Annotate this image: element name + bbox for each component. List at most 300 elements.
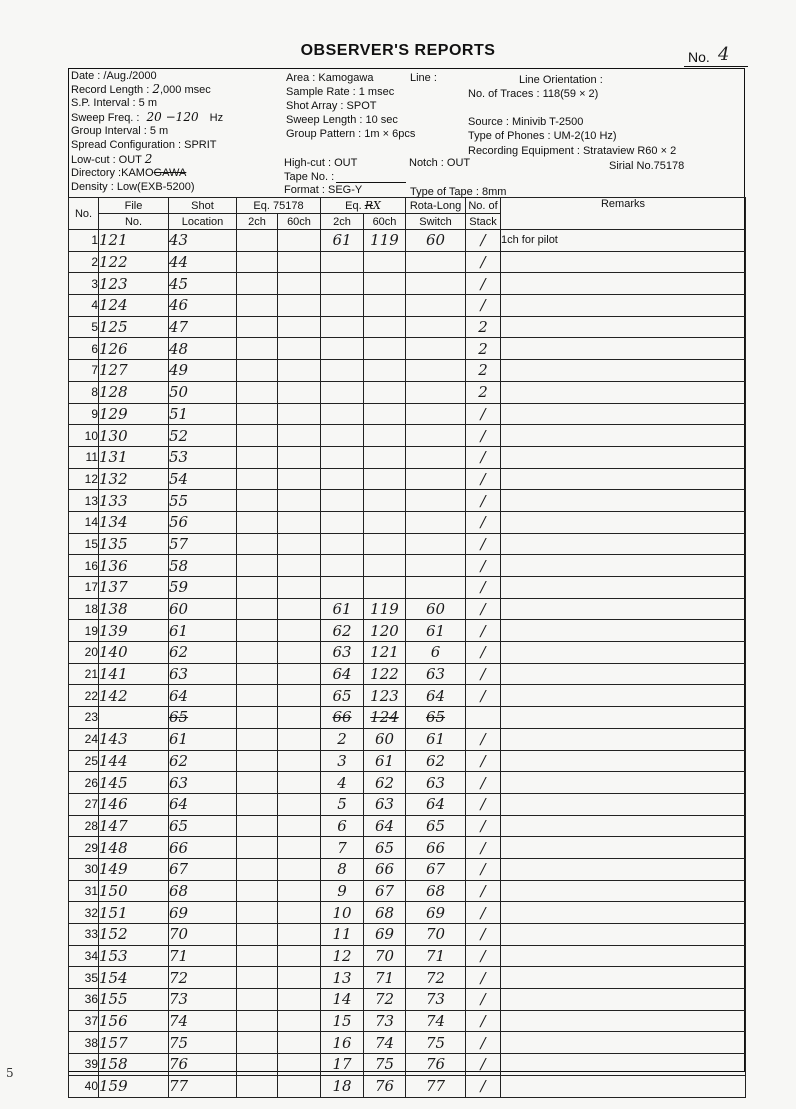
header-notch: Notch : OUT [409,157,471,169]
eq1-60ch-cell [278,1054,321,1076]
switch: 70 [406,924,466,946]
eq2-60ch: 119 [364,230,406,252]
shot-location: 43 [169,230,237,252]
eq2-2ch: 16 [321,1032,364,1054]
table-row [69,338,746,360]
eq1-2ch-cell [237,511,278,533]
file-no: 149 [99,858,169,880]
file-no: 136 [99,555,169,577]
shot-location: 64 [169,793,237,815]
switch: 63 [406,772,466,794]
stack-count: / [466,555,501,577]
stack-count: / [466,837,501,859]
row-number: 20 [69,642,99,664]
file-no: 153 [99,945,169,967]
observer-log-table [68,197,746,1098]
stack-count: / [466,1032,501,1054]
shot-location: 46 [169,295,237,317]
row-number: 25 [69,750,99,772]
eq2-60ch [364,273,406,295]
table-row [69,663,746,685]
eq2-2ch: 8 [321,858,364,880]
shot-location: 59 [169,577,237,599]
row-number: 35 [69,967,99,989]
eq1-60ch-cell [278,728,321,750]
remarks [501,316,746,338]
file-no: 121 [99,230,169,252]
eq1-2ch-cell [237,555,278,577]
shot-location: 56 [169,511,237,533]
shot-location: 70 [169,924,237,946]
eq2-60ch [364,555,406,577]
eq2-60ch [364,511,406,533]
switch [406,555,466,577]
table-row [69,381,746,403]
file-no: 133 [99,490,169,512]
eq2-2ch: 3 [321,750,364,772]
shot-location: 49 [169,360,237,382]
eq2-2ch [321,360,364,382]
remarks [501,381,746,403]
row-number: 3 [69,273,99,295]
header-line: Line : [410,72,437,84]
eq1-60ch-cell [278,967,321,989]
eq1-60ch-cell [278,663,321,685]
header-high-cut: High-cut : OUT [284,157,358,169]
col-header-eq1-60ch: 60ch [278,214,321,230]
switch [406,316,466,338]
eq2-60ch [364,295,406,317]
shot-location: 58 [169,555,237,577]
stack-count [466,707,501,729]
stack-count: / [466,511,501,533]
switch: 63 [406,663,466,685]
stack-count: / [466,728,501,750]
switch: 68 [406,880,466,902]
eq2-60ch: 73 [364,1010,406,1032]
eq1-2ch-cell [237,230,278,252]
remarks [501,1010,746,1032]
file-no: 131 [99,446,169,468]
col-header-eq2-60ch: 60ch [364,214,406,230]
col-header-eq-prefix: Eq. [345,200,362,212]
shot-location: 63 [169,772,237,794]
table-row [69,837,746,859]
row-number: 19 [69,620,99,642]
table-row [69,251,746,273]
row-number: 29 [69,837,99,859]
eq1-60ch-cell [278,620,321,642]
remarks [501,902,746,924]
eq1-60ch-cell [278,490,321,512]
file-no [99,707,169,729]
eq1-60ch-cell [278,338,321,360]
stack-count: / [466,815,501,837]
eq1-2ch-cell [237,295,278,317]
eq2-60ch: 60 [364,728,406,750]
stack-count: / [466,858,501,880]
eq1-2ch-cell [237,707,278,729]
eq2-2ch: 14 [321,989,364,1011]
col-header-stack-2: Stack [466,214,501,230]
shot-location: 64 [169,685,237,707]
shot-location: 73 [169,989,237,1011]
switch: 77 [406,1075,466,1097]
header-type-of-tape: Type of Tape : 8mm [410,186,507,198]
row-number: 38 [69,1032,99,1054]
eq2-60ch [364,251,406,273]
eq2-60ch [364,338,406,360]
eq2-2ch: 18 [321,1075,364,1097]
eq1-2ch-cell [237,577,278,599]
stack-count: / [466,403,501,425]
stack-count: / [466,446,501,468]
switch: 60 [406,230,466,252]
eq2-2ch: 61 [321,230,364,252]
header-low-cut-hand: 2 [144,152,153,166]
row-number: 32 [69,902,99,924]
row-number: 28 [69,815,99,837]
remarks [501,1075,746,1097]
eq2-2ch [321,468,364,490]
table-row [69,533,746,555]
eq2-2ch [321,511,364,533]
stack-count: / [466,425,501,447]
row-number: 14 [69,511,99,533]
eq1-60ch-cell [278,1032,321,1054]
switch [406,577,466,599]
eq1-60ch-cell [278,880,321,902]
eq1-60ch-cell [278,707,321,729]
shot-location: 75 [169,1032,237,1054]
shot-location: 55 [169,490,237,512]
remarks [501,772,746,794]
eq2-2ch: 12 [321,945,364,967]
eq2-60ch: 63 [364,793,406,815]
remarks [501,728,746,750]
eq1-2ch-cell [237,1032,278,1054]
stack-count: / [466,577,501,599]
eq1-2ch-cell [237,793,278,815]
header-sweep-freq-unit: Hz [209,112,224,124]
eq1-2ch-cell [237,468,278,490]
stack-count: / [466,642,501,664]
eq1-60ch-cell [278,750,321,772]
switch: 69 [406,902,466,924]
header-record-length-unit: ,000 msec [159,84,211,96]
stack-count: / [466,989,501,1011]
file-no: 125 [99,316,169,338]
table-row [69,468,746,490]
eq1-60ch-cell [278,772,321,794]
switch: 65 [406,707,466,729]
eq1-60ch-cell [278,1075,321,1097]
file-no: 140 [99,642,169,664]
eq2-2ch: 2 [321,728,364,750]
table-row [69,295,746,317]
remarks [501,858,746,880]
switch: 74 [406,1010,466,1032]
stack-count: 2 [466,316,501,338]
table-row [69,793,746,815]
file-no: 124 [99,295,169,317]
shot-location: 67 [169,858,237,880]
eq1-60ch-cell [278,642,321,664]
remarks [501,360,746,382]
remarks [501,707,746,729]
shot-location: 71 [169,945,237,967]
remarks [501,403,746,425]
eq2-60ch: 69 [364,924,406,946]
shot-location: 51 [169,403,237,425]
table-row [69,598,746,620]
stack-count: / [466,685,501,707]
eq1-60ch-cell [278,902,321,924]
eq2-60ch: 66 [364,858,406,880]
col-header-switch: Switch [406,214,466,230]
switch [406,511,466,533]
remarks [501,685,746,707]
eq1-2ch-cell [237,620,278,642]
eq1-2ch-cell [237,338,278,360]
switch: 73 [406,989,466,1011]
eq1-60ch-cell [278,251,321,273]
remarks [501,338,746,360]
eq2-2ch: 62 [321,620,364,642]
stack-count: / [466,468,501,490]
file-no: 127 [99,360,169,382]
col-header-shot: Shot [169,198,237,214]
eq2-60ch: 123 [364,685,406,707]
col-header-eq-75178: Eq. 75178 [237,198,321,214]
eq2-60ch: 67 [364,880,406,902]
shot-location: 62 [169,750,237,772]
eq1-60ch-cell [278,924,321,946]
remarks [501,555,746,577]
table-row [69,511,746,533]
stack-count: / [466,967,501,989]
shot-location: 68 [169,880,237,902]
eq2-60ch: 121 [364,642,406,664]
remarks [501,642,746,664]
eq1-60ch-cell [278,837,321,859]
shot-location: 65 [169,815,237,837]
remarks [501,945,746,967]
file-no: 123 [99,273,169,295]
table-row [69,490,746,512]
table-row [69,403,746,425]
table-row [69,1054,746,1076]
eq1-2ch-cell [237,490,278,512]
eq2-2ch: 11 [321,924,364,946]
shot-location: 66 [169,837,237,859]
col-header-no: No. [69,198,99,230]
table-row [69,555,746,577]
eq1-60ch-cell [278,403,321,425]
shot-location: 65 [169,707,237,729]
file-no: 150 [99,880,169,902]
switch: 64 [406,685,466,707]
row-number: 17 [69,577,99,599]
table-row [69,316,746,338]
switch [406,273,466,295]
switch: 75 [406,1032,466,1054]
eq2-60ch: 120 [364,620,406,642]
eq1-2ch-cell [237,902,278,924]
file-no: 135 [99,533,169,555]
row-number: 13 [69,490,99,512]
eq1-2ch-cell [237,446,278,468]
header-sweep-freq-label: Sweep Freq. : [71,112,140,124]
switch: 61 [406,620,466,642]
eq2-60ch: 124 [364,707,406,729]
remarks [501,468,746,490]
shot-location: 74 [169,1010,237,1032]
row-number: 24 [69,728,99,750]
eq2-2ch [321,295,364,317]
eq1-2ch-cell [237,728,278,750]
eq1-60ch-cell [278,468,321,490]
remarks [501,967,746,989]
eq1-2ch-cell [237,403,278,425]
eq2-60ch [364,490,406,512]
header-directory [71,167,186,179]
table-row [69,230,746,252]
shot-location: 44 [169,251,237,273]
eq2-2ch [321,381,364,403]
file-no: 152 [99,924,169,946]
eq2-60ch [364,577,406,599]
stack-count: / [466,793,501,815]
col-header-eq-struck: R [364,199,374,212]
switch: 76 [406,1054,466,1076]
eq2-60ch [364,360,406,382]
file-no: 159 [99,1075,169,1097]
switch: 65 [406,815,466,837]
eq1-2ch-cell [237,685,278,707]
eq2-2ch: 15 [321,1010,364,1032]
file-no: 137 [99,577,169,599]
stack-count: / [466,620,501,642]
eq2-2ch [321,425,364,447]
row-number: 37 [69,1010,99,1032]
switch [406,403,466,425]
row-number: 23 [69,707,99,729]
stack-count: / [466,1054,501,1076]
eq2-60ch [364,468,406,490]
eq1-2ch-cell [237,642,278,664]
row-number: 18 [69,598,99,620]
eq2-60ch [364,381,406,403]
eq1-2ch-cell [237,663,278,685]
eq2-2ch [321,338,364,360]
file-no: 132 [99,468,169,490]
shot-location: 76 [169,1054,237,1076]
table-row [69,707,746,729]
eq1-2ch-cell [237,750,278,772]
eq1-60ch-cell [278,316,321,338]
row-number: 6 [69,338,99,360]
header-sweep-length: Sweep Length : 10 sec [286,114,398,126]
eq1-60ch-cell [278,989,321,1011]
switch: 61 [406,728,466,750]
file-no: 134 [99,511,169,533]
file-no: 147 [99,815,169,837]
stack-count: / [466,533,501,555]
eq2-2ch: 64 [321,663,364,685]
row-number: 22 [69,685,99,707]
file-no: 129 [99,403,169,425]
remarks [501,815,746,837]
table-row [69,945,746,967]
eq2-2ch: 66 [321,707,364,729]
shot-location: 52 [169,425,237,447]
table-row [69,360,746,382]
eq2-2ch: 6 [321,815,364,837]
row-number: 12 [69,468,99,490]
shot-location: 61 [169,620,237,642]
eq2-60ch: 71 [364,967,406,989]
header-recording-equipment: Recording Equipment : Strataview R60 × 2 [468,145,677,157]
eq2-2ch [321,490,364,512]
remarks [501,251,746,273]
row-number: 27 [69,793,99,815]
file-no: 158 [99,1054,169,1076]
file-no: 142 [99,685,169,707]
table-row [69,446,746,468]
switch [406,295,466,317]
eq2-2ch: 9 [321,880,364,902]
report-number-label: No. [688,49,710,65]
stack-count: / [466,945,501,967]
eq2-2ch: 5 [321,793,364,815]
stack-count: 2 [466,338,501,360]
file-no: 128 [99,381,169,403]
row-number: 40 [69,1075,99,1097]
eq2-2ch [321,403,364,425]
row-number: 33 [69,924,99,946]
stack-count: / [466,772,501,794]
row-number: 26 [69,772,99,794]
shot-location: 72 [169,967,237,989]
eq2-60ch: 72 [364,989,406,1011]
stack-count: / [466,880,501,902]
eq1-2ch-cell [237,598,278,620]
eq1-2ch-cell [237,1054,278,1076]
eq1-2ch-cell [237,1075,278,1097]
report-number-underline [684,66,748,67]
header-serial-no: Sirial No.75178 [609,160,685,172]
stack-count: / [466,490,501,512]
header-sp-interval: S.P. Interval : 5 m [71,97,158,109]
remarks [501,490,746,512]
eq1-60ch-cell [278,511,321,533]
eq2-60ch: 62 [364,772,406,794]
switch: 67 [406,858,466,880]
row-number: 8 [69,381,99,403]
header-no-of-traces: No. of Traces : 118(59 × 2) [468,88,599,100]
file-no: 126 [99,338,169,360]
switch [406,425,466,447]
eq1-60ch-cell [278,577,321,599]
header-directory-struck: GAWA [153,167,187,179]
switch [406,446,466,468]
eq1-60ch-cell [278,533,321,555]
col-header-eq2-2ch: 2ch [321,214,364,230]
remarks [501,989,746,1011]
row-number: 9 [69,403,99,425]
switch [406,338,466,360]
